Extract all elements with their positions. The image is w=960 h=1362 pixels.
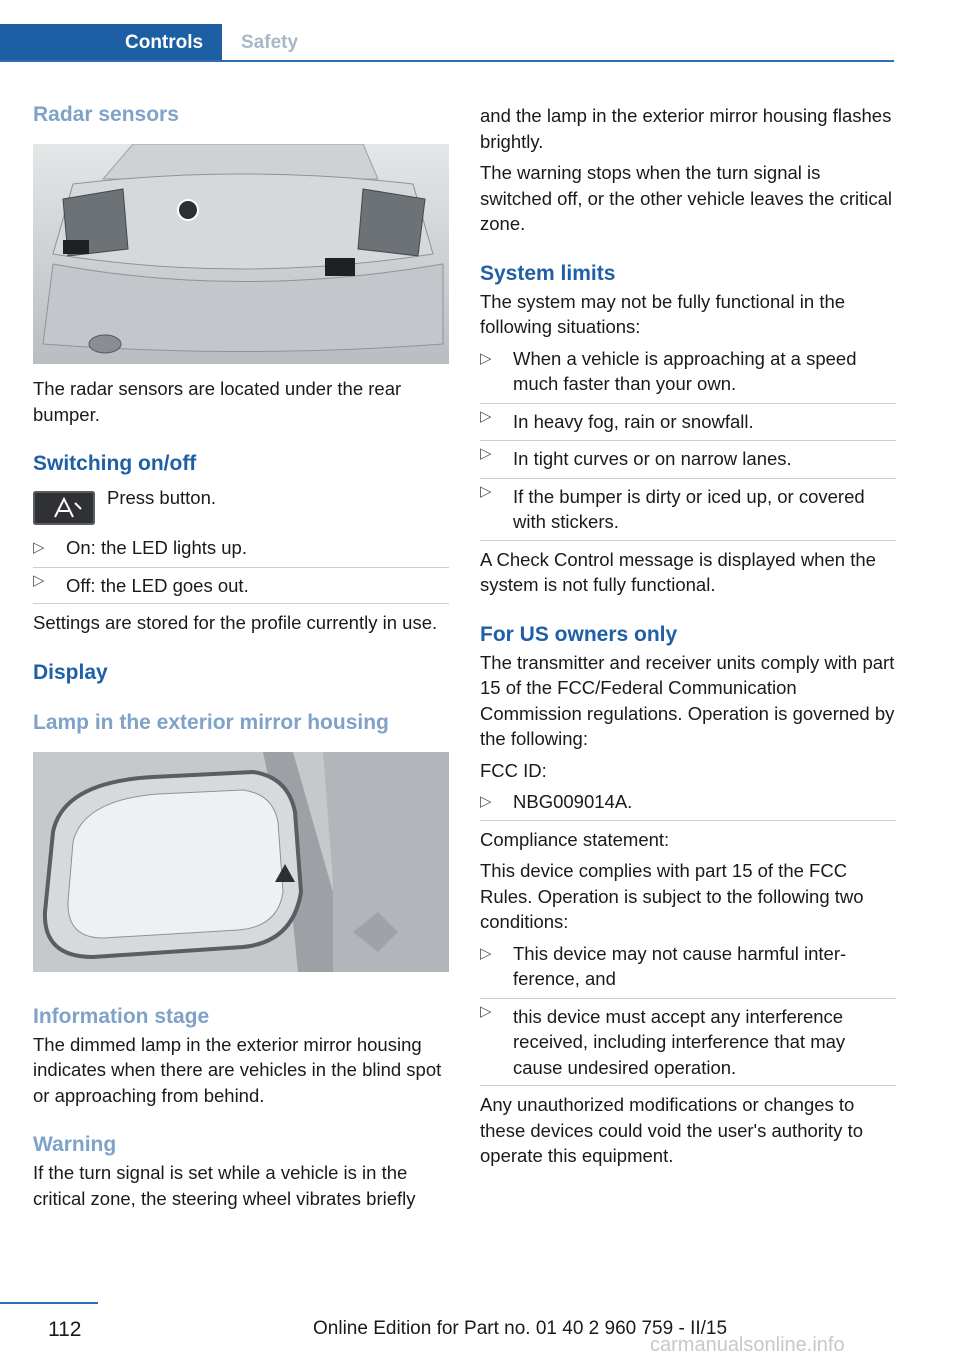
chapter-tabs xyxy=(0,24,894,62)
triangle-right-icon: ▷ xyxy=(33,539,45,556)
warning-continued-text: and the lamp in the exterior mirror housing flashes brightly. xyxy=(480,105,892,152)
heading-display: Display xyxy=(33,660,108,684)
watermark: carmanualsonline.info xyxy=(650,1334,845,1356)
list-item: ▷ When a vehicle is approaching at a speed much faster than your own. xyxy=(480,347,857,394)
press-button-text: Press button. xyxy=(107,487,217,508)
heading-us-owners: For US owners only xyxy=(480,622,678,646)
edition-text: Online Edition for Part no. 01 40 2 960 759 - II/15 xyxy=(313,1318,728,1339)
triangle-right-icon: ▷ xyxy=(480,1002,492,1020)
triangle-right-icon: ▷ xyxy=(480,482,492,500)
list-item: ▷ In heavy fog, rain or snowfall. xyxy=(480,403,896,435)
check-control-text: A Check Control message is displayed when the system is not fully functional. xyxy=(480,548,876,595)
information-stage-text: The dimmed lamp in the exterior mirror housing indicates when there are vehicles in the blind spot or approaching from behind. xyxy=(33,1033,442,1106)
heading-lamp-mirror: Lamp in the exterior mirror housing xyxy=(33,710,389,734)
button-instruction xyxy=(33,485,449,529)
triangle-right-icon: ▷ xyxy=(480,793,492,810)
tab-controls[interactable]: Controls xyxy=(0,24,222,62)
mirror-illustration xyxy=(33,752,449,972)
header-rule xyxy=(0,60,894,62)
system-limits-intro: The system may not be fully functional in the following situations: xyxy=(480,290,846,337)
footer-rule xyxy=(0,1302,98,1304)
tab-safety[interactable]: Safety xyxy=(241,32,299,53)
rear-bumper-figure xyxy=(33,144,449,364)
fcc-id-label: FCC ID: xyxy=(480,759,547,781)
triangle-right-icon: ▷ xyxy=(480,349,492,367)
us-owners-text: The transmitter and receiver units comply with part 15 of the FCC/Federal Communication Commission regulations. Operation is governed by the following: xyxy=(480,651,895,749)
compliance-text: This device complies with part 15 of the FCC Rules. Operation is subject to the following two conditions: xyxy=(480,860,864,932)
compliance-bullet-list xyxy=(480,941,896,1087)
car-rear-illustration xyxy=(33,144,449,364)
triangle-right-icon: ▷ xyxy=(480,445,492,462)
list-item: ▷ If the bumper is dirty or iced up, or covered with stickers. xyxy=(480,478,896,535)
blind-spot-button-icon xyxy=(33,491,95,525)
limits-bullet-list xyxy=(480,346,896,541)
triangle-right-icon: ▷ xyxy=(33,571,45,589)
left-column xyxy=(33,100,449,1211)
list-item: ▷ NBG009014A. xyxy=(480,789,896,815)
heading-radar-sensors: Radar sensors xyxy=(33,103,179,126)
switch-bullet-list xyxy=(33,535,449,604)
list-item: ▷ On: the LED lights up. xyxy=(33,535,449,561)
list-item: ▷ In tight curves or on narrow lanes. xyxy=(480,440,896,472)
radar-location-text: The radar sensors are located under the rear bumper. xyxy=(33,378,402,425)
settings-text: Settings are stored for the profile currently in use. xyxy=(33,612,438,633)
list-item: ▷ this device must accept any interference received, including interference that may cause undesired operation. xyxy=(480,998,896,1081)
triangle-right-icon: ▷ xyxy=(480,944,492,962)
heading-system-limits: System limits xyxy=(480,261,616,285)
page-number: 112 xyxy=(48,1318,82,1341)
right-column xyxy=(480,100,896,1169)
heading-warning: Warning xyxy=(33,1133,117,1156)
compliance-label: Compliance statement: xyxy=(480,828,670,850)
warning-stops-text: The warning stops when the turn signal is switched off, or the other vehicle leaves the critical zone. xyxy=(480,162,893,234)
heading-switching-on-off: Switching on/off xyxy=(33,452,197,475)
triangle-right-icon: ▷ xyxy=(480,407,492,425)
list-item: ▷ Off: the LED goes out. xyxy=(33,567,449,599)
mirror-figure xyxy=(33,752,449,972)
heading-information-stage: Information stage xyxy=(33,1004,210,1028)
warning-text: If the turn signal is set while a vehicle is in the critical zone, the steering wheel vibrates briefly xyxy=(33,1162,416,1209)
modifications-text: Any unauthorized modifications or changes to these devices could void the user's authority to operate this equipment. xyxy=(480,1094,863,1166)
list-item: ▷ This device may not cause harmful interference, and xyxy=(480,942,847,989)
fcc-bullet-list xyxy=(480,789,896,821)
